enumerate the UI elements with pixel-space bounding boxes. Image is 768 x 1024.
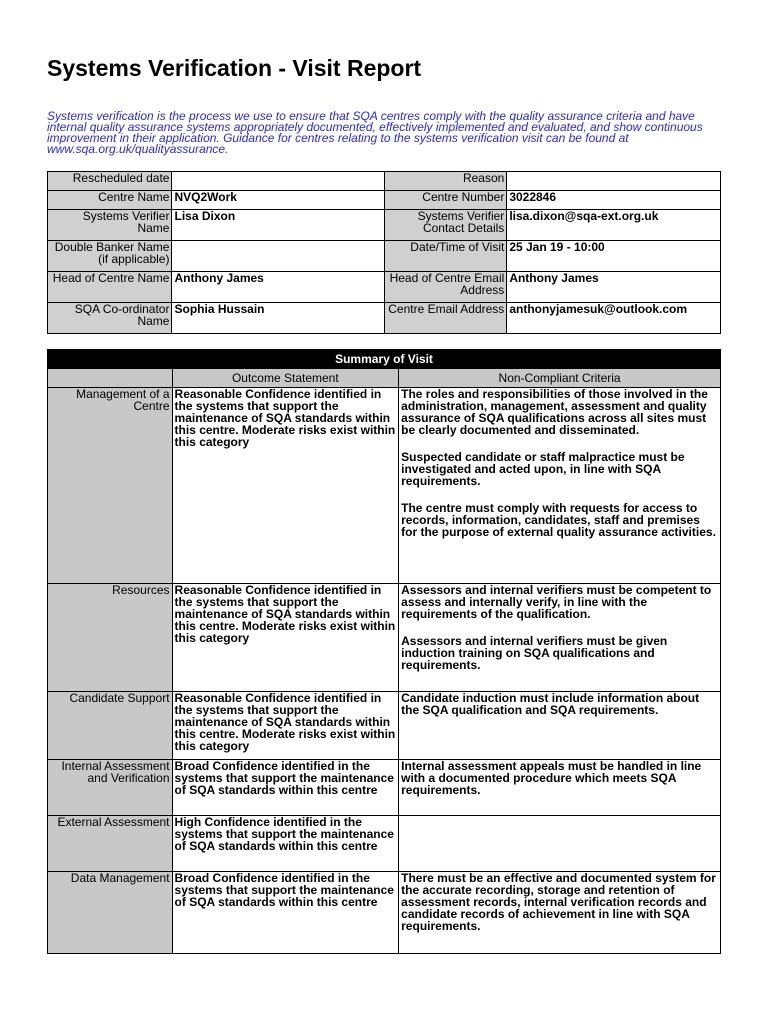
visit-datetime-value: 25 Jan 19 - 10:00	[507, 241, 721, 272]
centre-name-value: NVQ2Work	[172, 191, 384, 210]
centre-email-label: Centre Email Address	[384, 303, 506, 334]
criterion-text: Assessors and internal verifiers must be given induction training on SQA qualifications and requirements.	[401, 634, 668, 672]
summary-category: Internal Assessment and Verification	[48, 760, 173, 816]
head-of-centre-name-value: Anthony James	[172, 272, 384, 303]
verifier-name-value: Lisa Dixon	[172, 210, 384, 241]
head-of-centre-name-label: Head of Centre Name	[48, 272, 172, 303]
criterion-text: Internal assessment appeals must be handled in line with a documented procedure which meets SQA requirements.	[401, 759, 702, 797]
summary-heading: Summary of Visit	[48, 350, 721, 369]
outcome-column-header: Outcome Statement	[172, 369, 399, 388]
criterion-text: The centre must comply with requests for access to records, information, candidates, staff and premises for the purpose of external quality assurance activities.	[401, 501, 716, 539]
double-banker-label: Double Banker Name (if applicable)	[48, 241, 172, 272]
reason-value	[507, 172, 721, 191]
summary-outcome: Broad Confidence identified in the systems that support the maintenance of SQA standards within this centre	[172, 760, 399, 816]
centre-name-label: Centre Name	[48, 191, 172, 210]
criterion-text: Assessors and internal verifiers must be competent to assess and internally verify, in line with the requirements of the qualification.	[401, 583, 712, 621]
summary-noncompliant-criteria	[399, 872, 721, 954]
intro-paragraph: Systems verification is the process we use to ensure that SQA centres comply with the quality assurance criteria and have internal quality assurance systems appropriately documented, effectively implemented and evaluated, and show continuous improvement in their application. Guidance for centres relating to the systems verification visit can be found at www.sqa.org.uk/qualityassurance.	[47, 109, 703, 156]
summary-outcome: Reasonable Confidence identified in the systems that support the maintenance of SQA standards within this centre. Moderate risks exist within this category	[172, 584, 399, 692]
summary-outcome: Broad Confidence identified in the systems that support the maintenance of SQA standards within this centre	[172, 872, 399, 954]
summary-row	[48, 760, 721, 816]
visit-datetime-label: Date/Time of Visit	[384, 241, 506, 272]
summary-category: Data Management	[48, 872, 173, 954]
summary-table	[47, 349, 721, 954]
coordinator-value: Sophia Hussain	[172, 303, 384, 334]
rescheduled-date-value	[172, 172, 384, 191]
centre-number-label: Centre Number	[384, 191, 506, 210]
summary-corner	[48, 369, 173, 388]
verifier-contact-value: lisa.dixon@sqa-ext.org.uk	[507, 210, 721, 241]
head-of-centre-email-value: Anthony James	[507, 272, 721, 303]
summary-outcome: High Confidence identified in the systems that support the maintenance of SQA standards within this centre	[172, 816, 399, 872]
summary-noncompliant-criteria	[399, 692, 721, 760]
summary-outcome: Reasonable Confidence identified in the systems that support the maintenance of SQA standards within this centre. Moderate risks exist within this category	[172, 388, 399, 584]
summary-row	[48, 584, 721, 692]
centre-email-value: anthonyjamesuk@outlook.com	[507, 303, 721, 334]
criterion-text: There must be an effective and documented system for the accurate recording, storage and retention of assessment records, internal verification records and candidate records of achievement in line with SQA requirements.	[401, 871, 716, 933]
summary-category: External Assessment	[48, 816, 173, 872]
page-title: Systems Verification - Visit Report	[47, 55, 422, 81]
criterion-text: Suspected candidate or staff malpractice must be investigated and acted upon, in line with SQA requirements.	[401, 450, 685, 488]
summary-row	[48, 692, 721, 760]
summary-noncompliant-criteria	[399, 816, 721, 872]
summary-outcome: Reasonable Confidence identified in the systems that support the maintenance of SQA standards within this centre. Moderate risks exist within this category	[172, 692, 399, 760]
criterion-text: The roles and responsibilities of those involved in the administration, management, assessment and quality assurance of SQA qualifications across all sites must be clearly documented and disseminated.	[401, 387, 708, 437]
summary-category: Candidate Support	[48, 692, 173, 760]
verifier-contact-label: Systems Verifier Contact Details	[384, 210, 506, 241]
head-of-centre-email-label: Head of Centre Email Address	[384, 272, 506, 303]
summary-row	[48, 872, 721, 954]
summary-category: Resources	[48, 584, 173, 692]
summary-category: Management of a Centre	[48, 388, 173, 584]
criterion-text: Candidate induction must include information about the SQA qualification and SQA requirements.	[401, 691, 700, 717]
summary-noncompliant-criteria	[399, 584, 721, 692]
double-banker-value	[172, 241, 384, 272]
coordinator-label: SQA Co-ordinator Name	[48, 303, 172, 334]
verifier-name-label: Systems Verifier Name	[48, 210, 172, 241]
summary-noncompliant-criteria	[399, 388, 721, 584]
visit-info-table	[47, 171, 721, 334]
summary-noncompliant-criteria	[399, 760, 721, 816]
summary-row	[48, 388, 721, 584]
summary-row	[48, 816, 721, 872]
centre-number-value: 3022846	[507, 191, 721, 210]
noncompliant-column-header: Non-Compliant Criteria	[399, 369, 721, 388]
rescheduled-date-label: Rescheduled date	[48, 172, 172, 191]
reason-label: Reason	[384, 172, 506, 191]
